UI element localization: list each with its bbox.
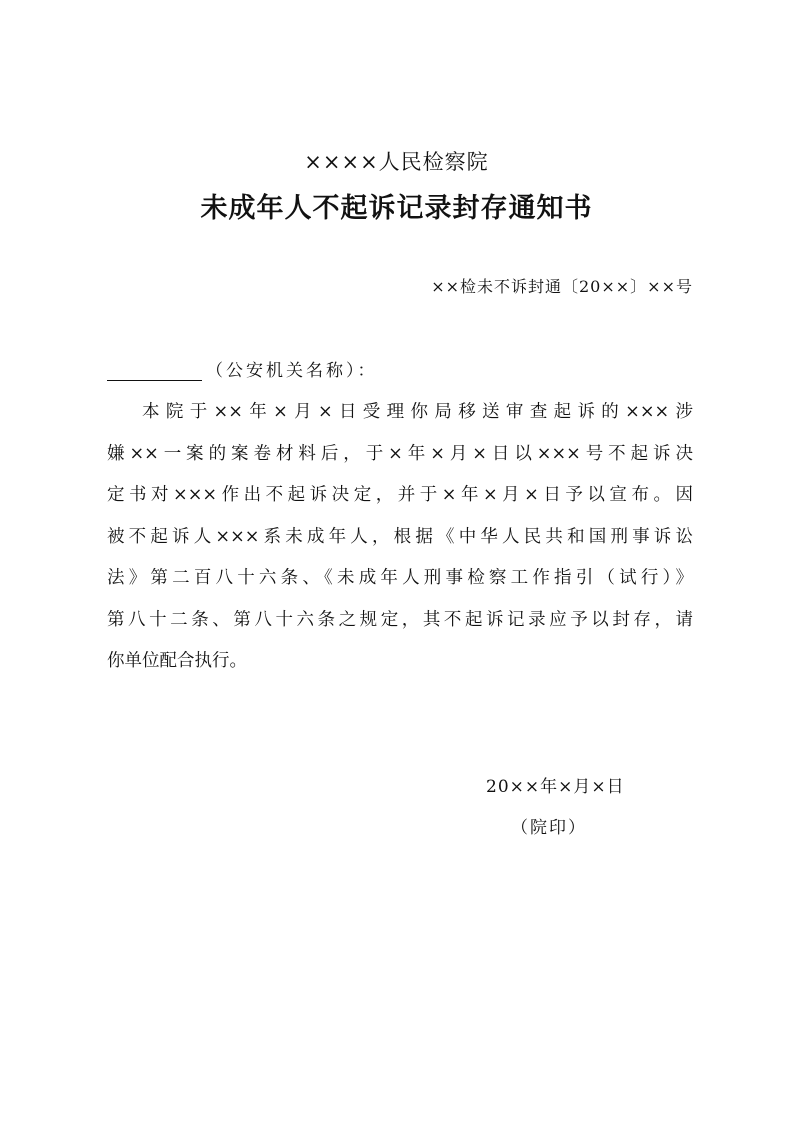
body-line: 本院于××年×月×日受理你局移送审查起诉的×××涉 xyxy=(142,402,693,422)
notice-body xyxy=(107,392,693,683)
body-line: 嫌××一案的案卷材料后，于×年×月×日以×××号不起诉决 xyxy=(107,443,693,464)
addressee-blank xyxy=(107,360,202,381)
addressee-line xyxy=(107,356,378,381)
body-line: 你单位配合执行。 xyxy=(107,651,247,671)
body-line: 法》第二百八十六条、《未成年人刑事检察工作指引（试行）》 xyxy=(107,568,693,588)
body-line: 被不起诉人×××系未成年人，根据《中华人民共和国刑事诉讼 xyxy=(107,526,693,547)
procuratorate-name: ××××人民检察院 xyxy=(304,150,489,174)
seal-placeholder: （院印） xyxy=(511,818,587,838)
document-title: 未成年人不起诉记录封存通知书 xyxy=(200,193,593,224)
body-line: 第八十二条、第八十六条之规定，其不起诉记录应予以封存，请 xyxy=(107,609,693,630)
issue-date: 20××年×月×日 xyxy=(486,777,625,797)
addressee-label: （公安机关名称）： xyxy=(206,361,378,381)
body-line: 定书对×××作出不起诉决定，并于×年×月×日予以宣布。因 xyxy=(107,485,693,505)
document-number: ××检未不诉封通〔20××〕××号 xyxy=(431,277,693,296)
